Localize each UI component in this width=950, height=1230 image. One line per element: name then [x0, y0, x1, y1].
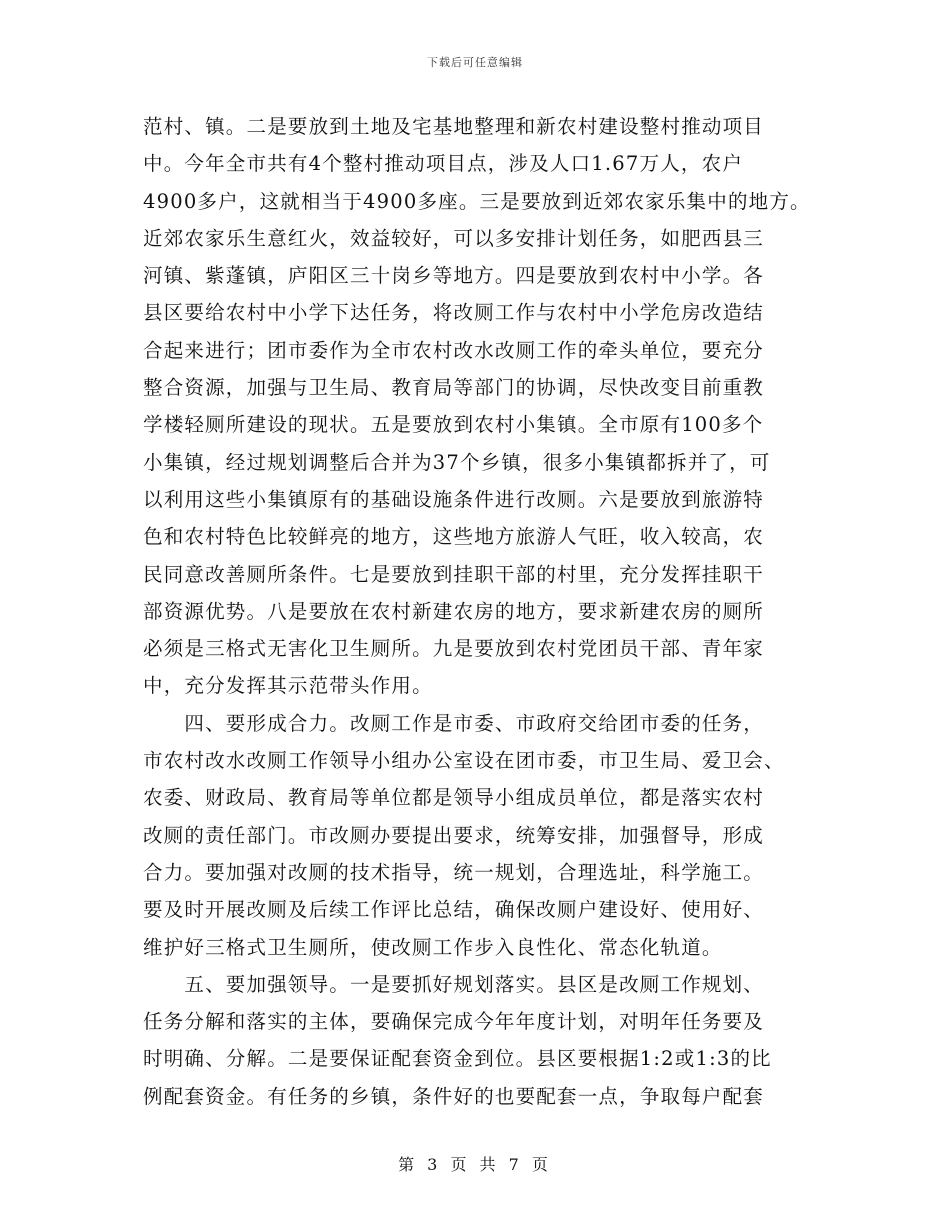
text-line: 四、要形成合力。改厕工作是市委、市政府交给团市委的任务， — [143, 711, 765, 735]
text-line: 中。今年全市共有4个整村推动项目点，涉及人口1.67万人，农户 — [143, 152, 744, 176]
text-line: 学楼轻厕所建设的现状。五是要放到农村小集镇。全市原有100多个 — [143, 413, 764, 437]
text-line: 市农村改水改厕工作领导小组办公室设在团市委，市卫生局、爱卫会、 — [143, 749, 785, 773]
text-line: 近郊农家乐生意红火，效益较好，可以多安排计划任务，如肥西县三 — [143, 226, 765, 250]
text-line: 4900多户，这就相当于4900多座。三是要放到近郊农家乐集中的地方。 — [143, 189, 811, 213]
text-line: 中，充分发挥其示范带头作用。 — [143, 674, 433, 698]
text-line: 色和农村特色比较鲜亮的地方，这些地方旅游人气旺，收入较高，农 — [143, 525, 765, 549]
text-line: 农委、财政局、教育局等单位都是领导小组成员单位，都是落实农村 — [143, 786, 765, 810]
text-line: 例配套资金。有任务的乡镇，条件好的也要配套一点，争取每户配套 — [143, 1084, 765, 1108]
text-line: 合力。要加强对改厕的技术指导，统一规划，合理选址，科学施工。 — [143, 860, 765, 884]
text-line: 以利用这些小集镇原有的基础设施条件进行改厕。六是要放到旅游特 — [143, 487, 765, 511]
text-line: 要及时开展改厕及后续工作评比总结，确保改厕户建设好、使用好、 — [143, 898, 765, 922]
text-line: 必须是三格式无害化卫生厕所。九是要放到农村党团员干部、青年家 — [143, 637, 765, 661]
text-line: 维护好三格式卫生厕所，使改厕工作步入良性化、常态化轨道。 — [143, 935, 723, 959]
text-line: 任务分解和落实的主体，要确保完成今年年度计划，对明年任务要及 — [143, 1010, 765, 1034]
body-text — [143, 108, 823, 1115]
text-line: 整合资源，加强与卫生局、教育局等部门的协调，尽快改变目前重教 — [143, 376, 765, 400]
text-line: 改厕的责任部门。市改厕办要提出要求，统筹安排，加强督导，形成 — [143, 823, 765, 847]
text-line: 小集镇，经过规划调整后合并为37个乡镇，很多小集镇都拆并了，可 — [143, 450, 771, 474]
text-line: 五、要加强领导。一是要抓好规划落实。县区是改厕工作规划、 — [143, 972, 765, 996]
text-line: 民同意改善厕所条件。七是要放到挂职干部的村里，充分发挥挂职干 — [143, 562, 765, 586]
text-line: 时明确、分解。二是要保证配套资金到位。县区要根据1:2或1:3的比 — [143, 1047, 772, 1071]
text-line: 县区要给农村中小学下达任务，将改厕工作与农村中小学危房改造结 — [143, 301, 765, 325]
text-line: 范村、镇。二是要放到土地及宅基地整理和新农村建设整村推动项目 — [143, 115, 765, 138]
text-line: 部资源优势。八是要放在农村新建农房的地方，要求新建农房的厕所 — [143, 599, 765, 623]
text-line: 合起来进行；团市委作为全市农村改水改厕工作的牵头单位，要充分 — [143, 338, 765, 362]
text-line: 河镇、紫蓬镇，庐阳区三十岗乡等地方。四是要放到农村中小学。各 — [143, 264, 765, 288]
page-header: 下载后可任意编辑 — [427, 56, 523, 69]
page-footer: 第 3 页 共 7 页 — [398, 1155, 552, 1174]
